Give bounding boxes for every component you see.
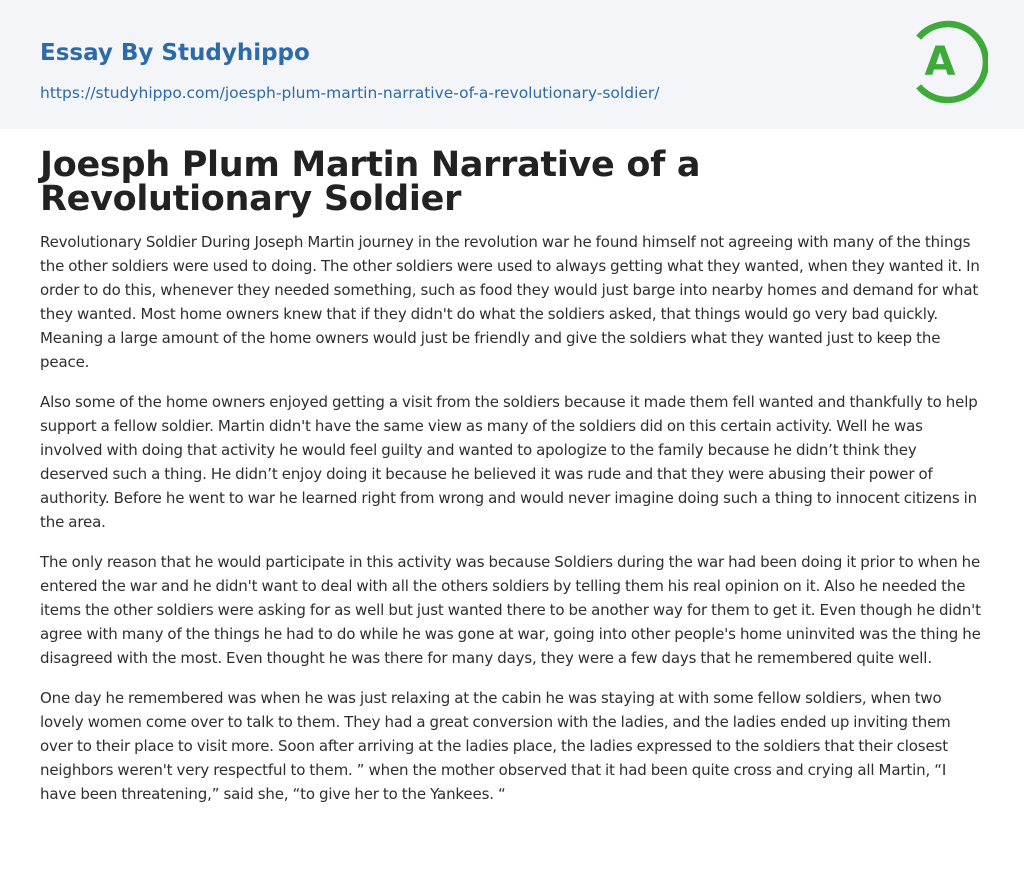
source-url-link[interactable]: https://studyhippo.com/joesph-plum-martin-narrative-of-a-revolutionary-soldier/ bbox=[40, 84, 660, 102]
article-paragraph: Revolutionary Soldier During Joseph Martin journey in the revolution war he found himself not agreeing with many of the things the other soldiers were used to doing. The other soldiers were used to always getting what they wanted, when they wanted it. In order to do this, whenever they needed something, such as food they would just barge into nearby homes and demand for what they wanted. Most home owners knew that if they didn't do what the soldiers asked, that things would go very bad quickly. Meaning a large amount of the home owners would just be friendly and give the soldiers what they wanted just to keep the peace. bbox=[40, 233, 980, 371]
article bbox=[40, 145, 984, 806]
studyhippo-logo-icon[interactable] bbox=[908, 18, 988, 106]
page-title: Joesph Plum Martin Narrative of a Revolutionary Soldier bbox=[40, 145, 701, 219]
article-paragraph: One day he remembered was when he was just relaxing at the cabin he was staying at with some fellow soldiers, when two lovely women come over to talk to them. They had a great conversion with the ladies, and the ladies ended up inviting them over to their place to visit more. Soon after arriving at the ladies place, the ladies expressed to the soldiers that their closest neighbors weren't very respectful to them. ” when the mother observed that it had been quite cross and crying all Martin, “I have been threatening,” said she, “to give her to the Yankees. “ bbox=[40, 689, 951, 803]
logo-letter: A bbox=[924, 39, 956, 85]
brand-title[interactable]: Essay By Studyhippo bbox=[40, 40, 310, 66]
article-paragraph: Also some of the home owners enjoyed getting a visit from the soldiers because it made them fell wanted and thankfully to help support a fellow soldier. Martin didn't have the same view as many of the soldiers did on this certain activity. Well he was involved with doing that activity he would feel guilty and wanted to apologize to the family because he didn’t think they deserved such a thing. He didn’t enjoy doing it because he believed it was rude and that they were abusing their power of authority. Before he went to war he learned right from wrong and would never imagine doing such a thing to innocent citizens in the area. bbox=[40, 393, 978, 531]
article-paragraph: The only reason that he would participate in this activity was because Soldiers during the war had been doing it prior to when he entered the war and he didn't want to deal with all the others soldiers by telling them his real opinion on it. Also he needed the items the other soldiers were asking for as well but just wanted there to be another way for them to get it. Even though he didn't agree with many of the things he had to do while he was gone at war, going into other people's home uninvited was the thing he disagreed with the most. Even thought he was there for many days, they were a few days that he remembered quite well. bbox=[40, 553, 981, 667]
site-header bbox=[0, 0, 1024, 129]
